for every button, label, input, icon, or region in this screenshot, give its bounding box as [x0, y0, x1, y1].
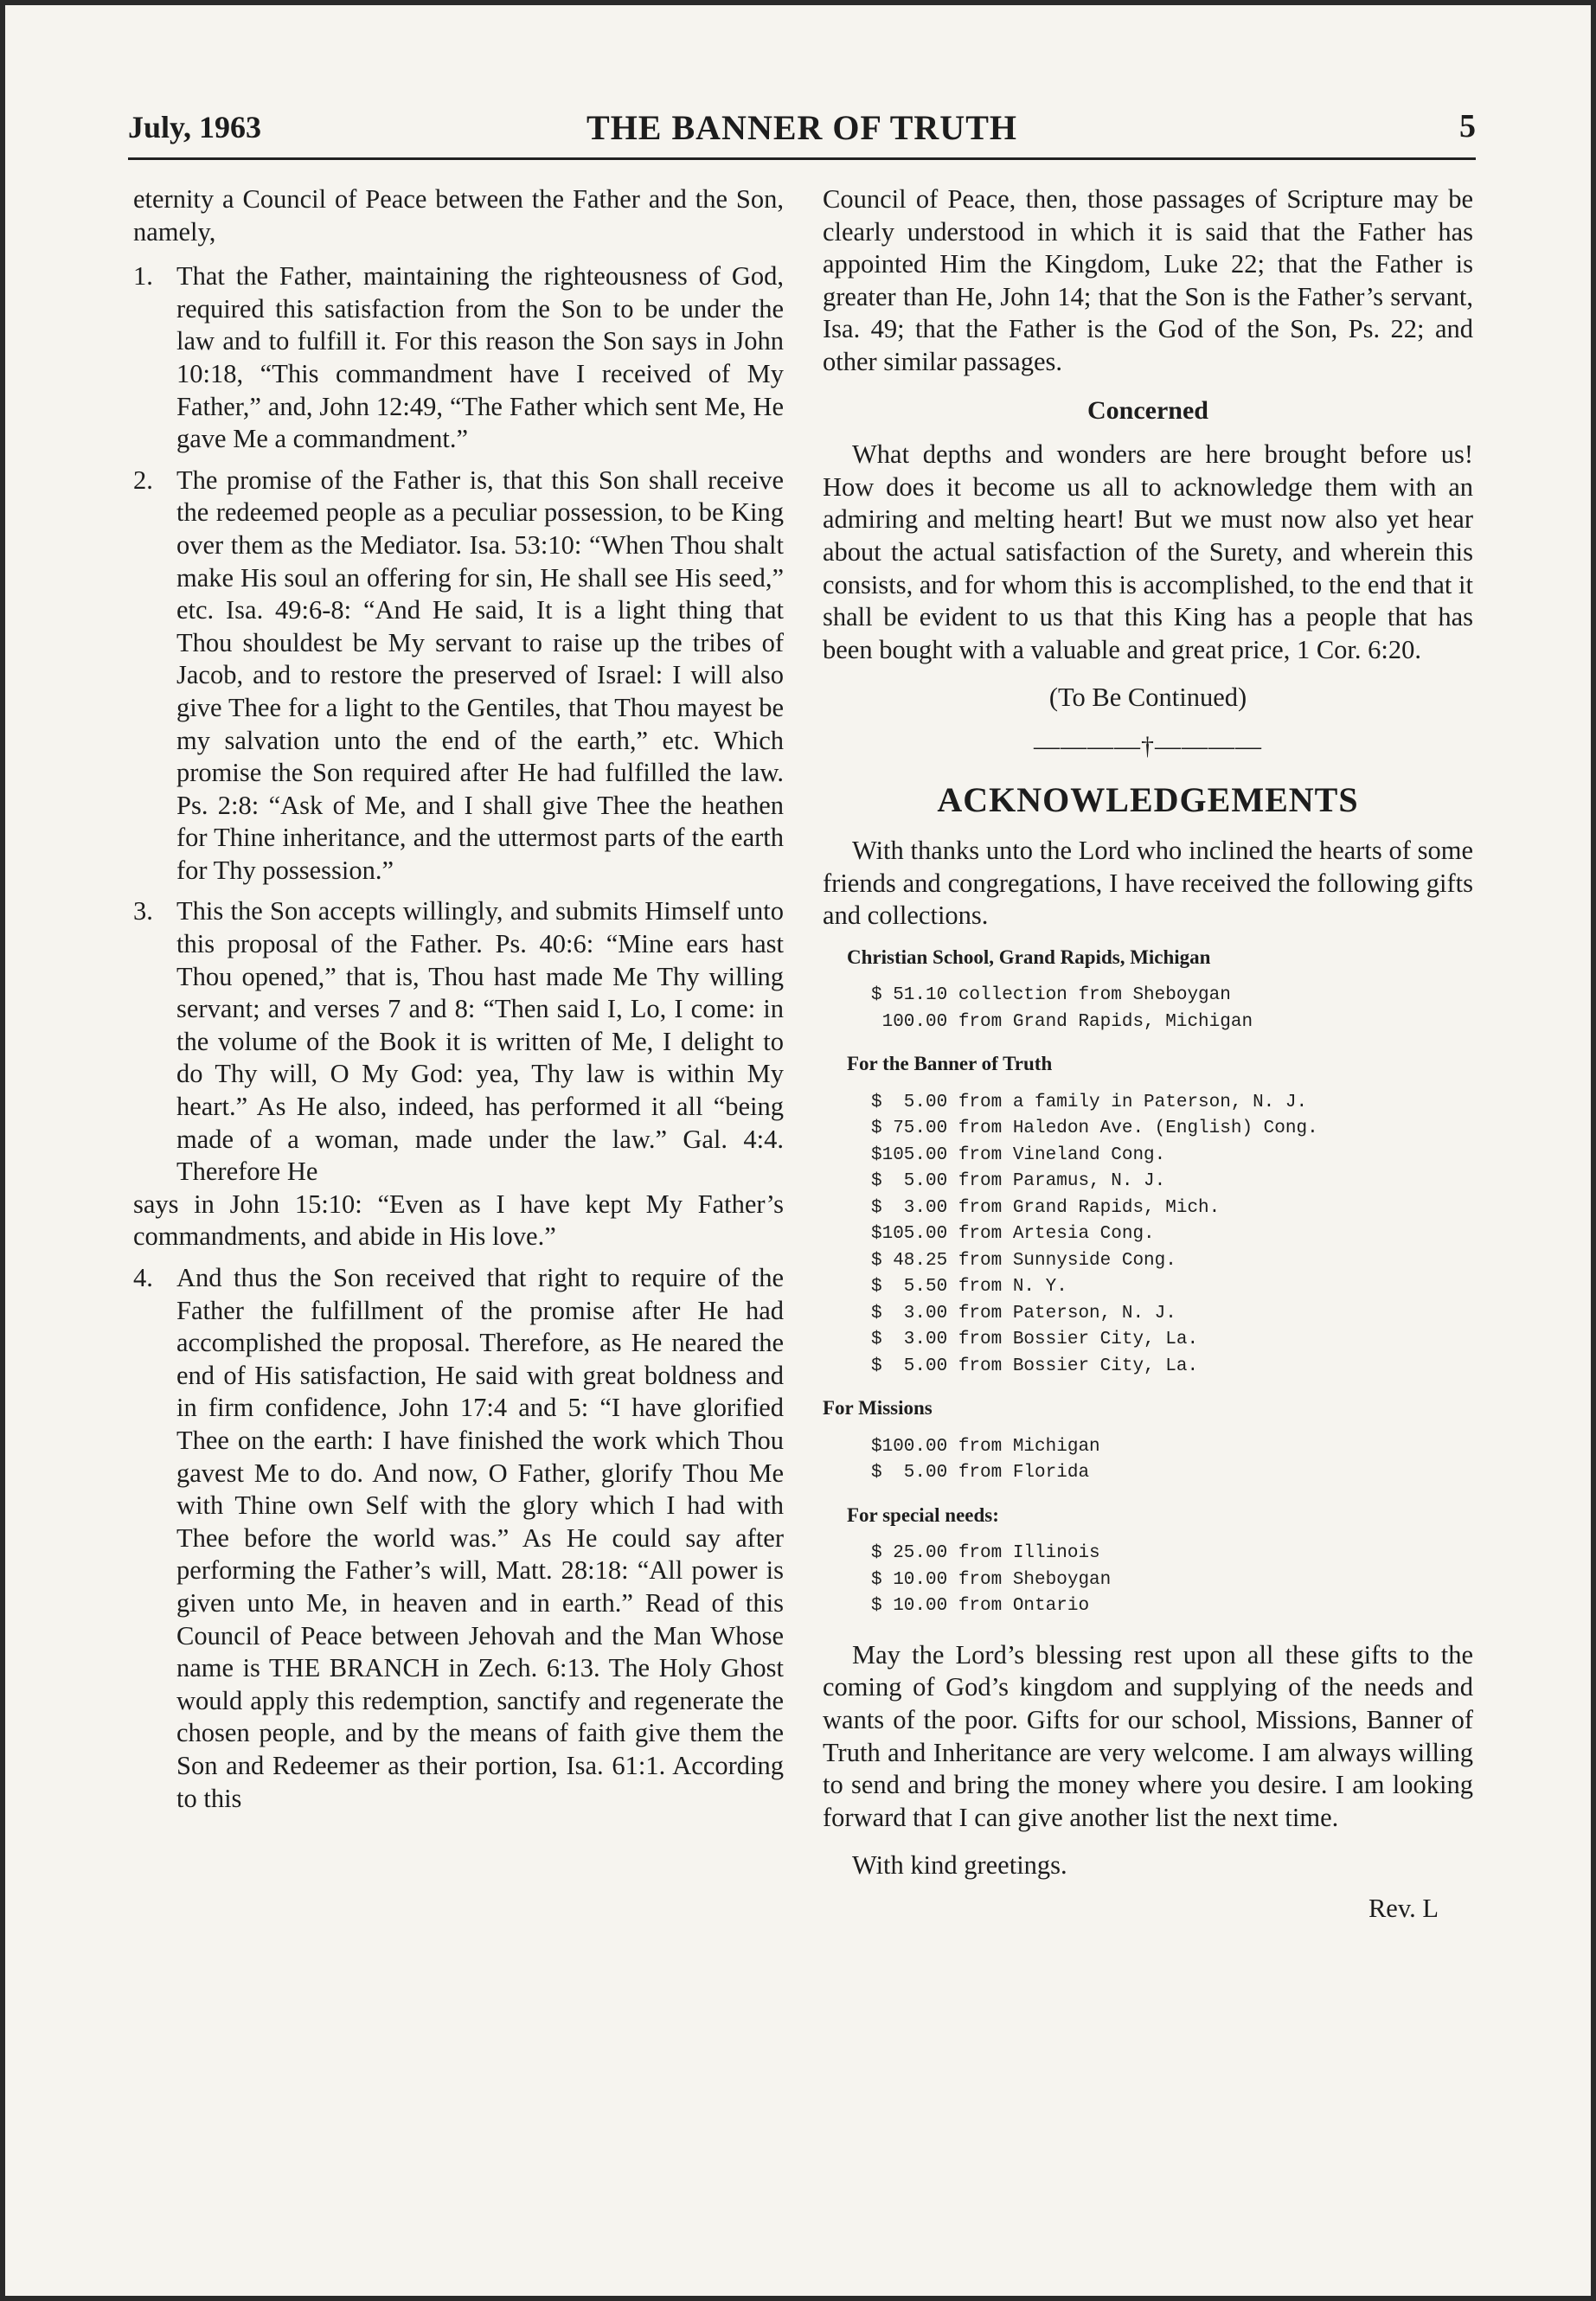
gift-line: $ 75.00 from Haledon Ave. (English) Cong. — [871, 1118, 1318, 1139]
to-be-continued: (To Be Continued) — [1048, 683, 1247, 713]
gifts-list — [823, 945, 1473, 1620]
continued-paragraph: Council of Peace, then, those passages of Scripture may be clearly understood in which it is said that the Father has appointed Him the Kingdom, Luke 22; that the Father is greater than He, John 14; that the Son is the Father’s servant, Isa. 49; that the Father is the God of the Son, Ps. 22; and other similar passages. — [823, 184, 1473, 376]
gift-line: $ 5.00 from a family in Paterson, N. J. — [871, 1092, 1308, 1112]
right-column — [823, 183, 1473, 1926]
cross-divider: ————†———— — [1034, 731, 1262, 760]
gift-line: $ 5.00 from Paramus, N. J. — [871, 1171, 1166, 1192]
list-number: 4. — [133, 1263, 153, 1292]
gift-line: $ 10.00 from Ontario — [871, 1596, 1090, 1617]
list-item-1 — [133, 260, 784, 456]
gift-line: $105.00 from Vineland Cong. — [871, 1144, 1166, 1165]
gift-section-heading: For special needs: — [847, 1503, 999, 1526]
gift-line: $ 5.00 from Bossier City, La. — [871, 1356, 1199, 1376]
issue-date: July, 1963 — [128, 110, 262, 144]
gift-line: $105.00 from Artesia Cong. — [871, 1224, 1155, 1245]
gift-section-heading: For the Banner of Truth — [847, 1053, 1053, 1075]
gift-line: $ 3.00 from Paterson, N. J. — [871, 1303, 1176, 1324]
signature: Rev. L — [1368, 1894, 1439, 1924]
gift-section — [823, 1395, 1473, 1487]
list-item-text: The promise of the Father is, that this Son shall receive the redeemed people as a peculiar possession, to be King over them as the Mediator. Isa. 53:10: “When Thou shalt make His soul an offering for sin, He shall see His seed,” etc. Isa. 49:6-8: “And He said, It is a light thing that Thou shouldest be My servant to raise up the tribes of Jacob, and to restore the preserved of Israel: I will also give Thee for a light to the Gentiles, that Thou mayest be my salvation unto the end of the earth,” etc. Which promise the Son required after He had fulfilled the law. Ps. 2:8: “Ask of Me, and I shall give Thee the heathen for Thine inheritance, and the uttermost parts of the earth for Thy possession.” — [176, 465, 784, 885]
gift-line: $ 5.00 from Florida — [871, 1463, 1090, 1484]
concerned-paragraph: What depths and wonders are here brought before us! How does it become us all to acknowledge them with an admiring and melting heart! But we must now also yet hear about the actual satisfaction of the Surety, and wherein this consists, and for whom this is accomplished, to the end that it shall be evident to us that this King has a people that has been bought with a valuable and great price, 1 Cor. 6:20. — [823, 439, 1473, 664]
list-number: 3. — [133, 896, 153, 926]
numbered-list — [133, 260, 784, 1815]
acknowledgements-title: ACKNOWLEDGEMENTS — [937, 779, 1359, 819]
gift-line: $100.00 from Michigan — [871, 1436, 1100, 1457]
closing-paragraph: May the Lord’s blessing rest upon all these gifts to the coming of God’s kingdom and supplying of the needs and wants of the poor. Gifts for our school, Missions, Banner of Truth and Inheritance are very welcome. I am always willing to send and bring the money where you desire. I am looking forward that I can give another list the next time. — [823, 1639, 1473, 1832]
gift-section — [823, 945, 1473, 1036]
gift-section — [823, 1503, 1473, 1620]
section-heading: Concerned — [1087, 395, 1208, 425]
gift-section-heading: For Missions — [823, 1397, 933, 1420]
running-header — [128, 107, 1476, 160]
gift-line: $ 5.50 from N. Y. — [871, 1277, 1067, 1298]
left-column — [133, 183, 784, 1823]
gift-line: $ 10.00 from Sheboygan — [871, 1569, 1112, 1590]
list-item-2 — [133, 465, 784, 888]
intro-paragraph: eternity a Council of Peace between the Father and the Son, namely, — [133, 184, 784, 247]
list-number: 2. — [133, 465, 153, 495]
list-item-text: That the Father, maintaining the righteousness of God, required this satisfaction from the Son to be under the law and to fulfill it. For this reason the Son says in John 10:18, “This commandment have I received of My Father,” and, John 12:49, “The Father which sent Me, He gave Me a commandment.” — [176, 261, 784, 454]
list-item-text: This the Son accepts willingly, and submits Himself unto this proposal of the Father. Ps. 40:6: “Mine ears hast Thou opened,” that is, Thou hast made Me Thy willing servant; and verses 7 and 8: “Then said I, Lo, I come: in the volume of the Book it is written of Me, I delight to do Thy will, O My God: yea, Thy law is within My heart.” As He also, indeed, has performed it all “being made of a woman, made under the law.” Gal. 4:4. Therefore He — [176, 896, 784, 1187]
gift-line: $ 25.00 from Illinois — [871, 1543, 1100, 1564]
publication-title: THE BANNER OF TRUTH — [586, 108, 1017, 147]
acknowledgements-intro: With thanks unto the Lord who inclined the hearts of some friends and congregations, I have received the following gifts and collections. — [823, 836, 1473, 931]
greeting: With kind greetings. — [852, 1850, 1067, 1881]
gift-line: $ 3.00 from Bossier City, La. — [871, 1330, 1199, 1350]
gift-section — [823, 1051, 1473, 1380]
gift-section-heading: Christian School, Grand Rapids, Michigan — [847, 945, 1211, 968]
list-item-text: And thus the Son received that right to require of the Father the fulfillment of the promise after He had accomplished the proposal. Therefore, as He neared the end of His satisfaction, He said with great boldness and in firm confidence, John 17:4 and 5: “I have glorified Thee on the earth: I have finished the work which Thou gavest Me to do. And now, O Father, glorify Thou Me with Thine own Self with the glory which I had with Thee before the world was.” As He could say after performing the Father’s will, Matt. 28:18: “All power is given unto Me, in heaven and in earth.” Read of this Council of Peace between Jehovah and the Man Whose name is THE BRANCH in Zech. 6:13. The Holy Ghost would apply this redemption, sanctify and regenerate the chosen people, and by the means of faith give them the Son and Redeemer as their portion, Isa. 61:1. According to this — [176, 1263, 784, 1813]
list-number: 1. — [133, 261, 153, 292]
gift-line: $ 3.00 from Grand Rapids, Mich. — [871, 1197, 1221, 1218]
list-item-3 — [133, 895, 784, 1253]
gift-line: 100.00 from Grand Rapids, Michigan — [871, 1011, 1253, 1032]
list-item-4 — [133, 1262, 784, 1815]
page-number: 5 — [1459, 108, 1476, 144]
list-item-continuation: says in John 15:10: “Even as I have kept My Father’s commandments, and abide in His love.” — [133, 1189, 784, 1252]
gift-line: $ 48.25 from Sunnyside Cong. — [871, 1250, 1176, 1271]
gift-line: $ 51.10 collection from Sheboygan — [871, 985, 1231, 1006]
